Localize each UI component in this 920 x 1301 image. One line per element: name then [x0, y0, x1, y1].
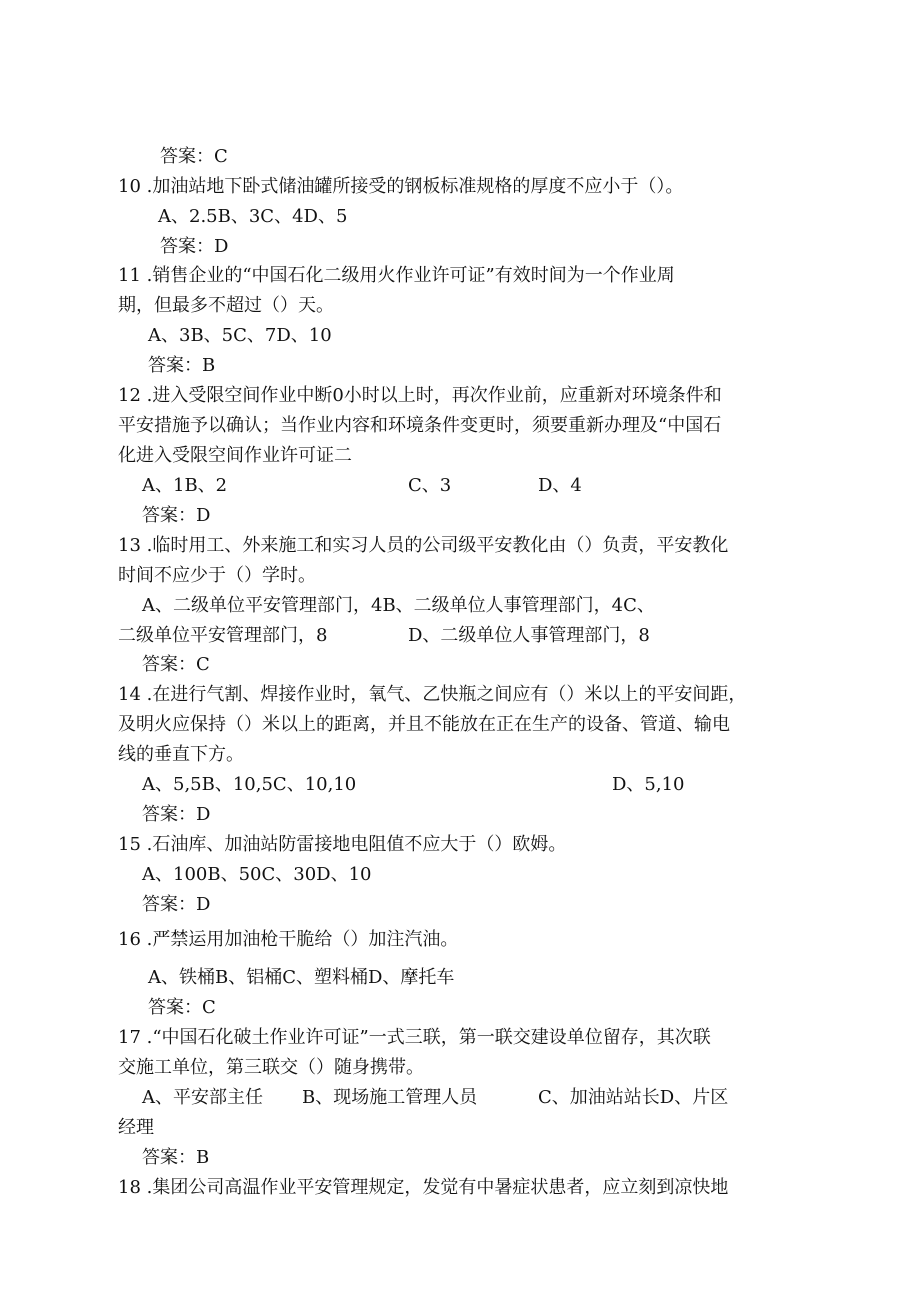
answer-line: 答案：D	[142, 505, 211, 526]
options-line: A、3B、5C、7D、10	[148, 325, 332, 346]
options-line: A、二级单位平安管理部门，4B、二级单位人事管理部门，4C、	[142, 595, 655, 616]
question-17: 17 .“中国石化破土作业许可证”一式三联，第一联交建设单位留存，其次联	[118, 1027, 711, 1048]
options-line: A、2.5B、3C、4D、5	[158, 206, 348, 227]
options-line: A、5,5B、10,5C、10,10	[142, 774, 357, 795]
answer-line: 答案：D	[142, 804, 211, 825]
question-15: 15 .石油库、加油站防雷接地电阻值不应大于（）欧姆。	[118, 834, 567, 855]
option-d: D、二级单位人事管理部门，8	[408, 625, 650, 646]
question-12: 12 .进入受限空间作业中断0小时以上时，再次作业前，应重新对环境条件和	[118, 385, 722, 406]
question-14-cont: 及明火应保持（）米以上的距离，并且不能放在正在生产的设备、管道、输电	[118, 714, 730, 735]
answer-line: 答案：D	[142, 894, 211, 915]
option-c: C、3	[408, 475, 452, 496]
question-18: 18 .集团公司高温作业平安管理规定，发觉有中暑症状患者，应立刻到凉快地	[118, 1177, 729, 1198]
question-13-cont: 时间不应少于（）学时。	[118, 565, 316, 586]
options-line: A、1B、2	[142, 475, 228, 496]
question-14-cont: 线的垂直下方。	[118, 744, 244, 765]
answer-line: 答案：C	[160, 146, 228, 167]
option-a: A、平安部主任	[142, 1087, 263, 1108]
answer-line: 答案：B	[148, 355, 216, 376]
answer-line: 答案：C	[148, 997, 216, 1018]
option-d: D、4	[538, 475, 582, 496]
answer-line: 答案：C	[142, 654, 210, 675]
question-10: 10 .加油站地下卧式储油罐所接受的钢板标准规格的厚度不应小于（）。	[118, 176, 684, 197]
question-13: 13 .临时用工、外来施工和实习人员的公司级平安教化由（）负责，平安教化	[118, 535, 729, 556]
options-line: A、100B、50C、30D、10	[142, 864, 372, 885]
question-14: 14 .在进行气割、焊接作业时，氧气、乙快瓶之间应有（）米以上的平安间距，	[118, 684, 747, 705]
question-12-cont: 化进入受限空间作业许可证二	[118, 445, 352, 466]
question-11: 11 .销售企业的“中国石化二级用火作业许可证”有效时间为一个作业周	[118, 265, 675, 286]
answer-line: 答案：D	[160, 236, 229, 257]
answer-line: 答案：B	[142, 1147, 210, 1168]
question-17-cont: 交施工单位，第三联交（）随身携带。	[118, 1057, 424, 1078]
question-16: 16 .严禁运用加油枪干脆给（）加注汽油。	[118, 929, 459, 950]
options-line: 二级单位平安管理部门，8	[118, 625, 328, 646]
options-line-cont: 经理	[118, 1117, 154, 1138]
option-b: B、现场施工管理人员	[302, 1087, 478, 1108]
options-line: A、铁桶B、铝桶C、塑料桶D、摩托车	[148, 967, 455, 988]
option-c: C、加油站站长D、片区	[538, 1087, 729, 1108]
question-12-cont: 平安措施予以确认；当作业内容和环境条件变更时，须要重新办理及“中国石	[118, 415, 722, 436]
question-11-cont: 期，但最多不超过（）天。	[118, 295, 334, 316]
option-d: D、5,10	[612, 774, 685, 795]
